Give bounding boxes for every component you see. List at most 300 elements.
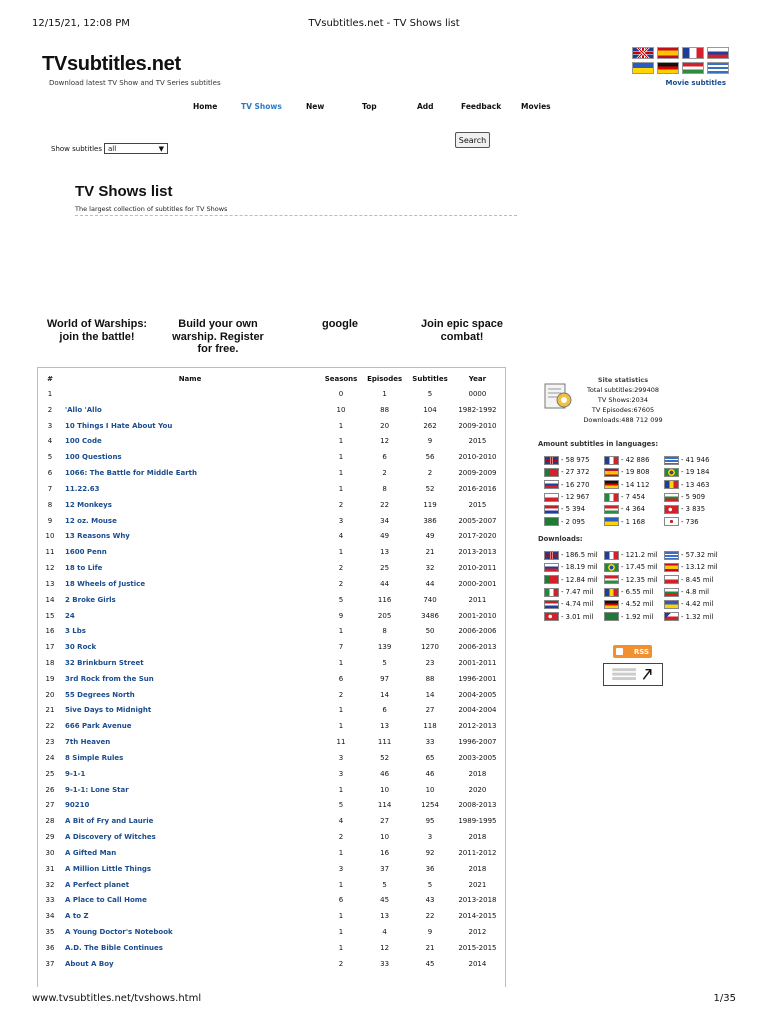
show-name-link[interactable]: A.D. The Bible Continues [65,943,163,952]
row-subtitles: 88 [425,674,435,683]
show-name-link[interactable]: 'Allo 'Allo [65,405,102,414]
row-seasons: 1 [338,627,344,636]
row-episodes: 5 [382,658,387,667]
table-row [40,576,502,592]
nav-movies[interactable]: Movies [521,102,551,111]
col-seasons: Seasons [324,375,358,383]
show-name-link[interactable]: 3 Lbs [65,627,86,636]
es-flag-icon [664,563,679,572]
row-episodes: 12 [380,437,390,446]
download-item[interactable] [604,612,664,621]
show-subtitles-label: Show subtitles [51,144,102,153]
row-seasons: 1 [338,469,344,478]
row-number: 35 [45,928,55,937]
row-subtitles: 2 [427,469,433,478]
row-episodes: 37 [380,864,390,873]
table-row [40,386,502,402]
language-item[interactable] [604,493,664,502]
row-seasons: 1 [338,943,344,952]
row-number: 17 [45,643,55,652]
language-value: - 41 946 [681,456,710,465]
row-number: 25 [45,769,55,778]
row-year: 2020 [468,785,487,794]
row-episodes: 114 [377,801,392,810]
language-item[interactable] [544,480,604,489]
share-badge-icon[interactable] [603,663,663,686]
row-subtitles: 43 [425,896,435,905]
de-flag-icon [604,600,619,609]
language-value: - 13 463 [681,480,710,489]
download-row [544,561,724,573]
row-year: 2018 [468,769,487,778]
download-item[interactable] [604,551,664,560]
br-flag-icon [604,563,619,572]
fr-flag-icon [604,456,619,465]
download-value: - 57.32 mil [681,551,718,560]
row-number: 10 [45,532,55,541]
show-name-link[interactable]: 32 Brinkburn Street [65,658,144,667]
row-number: 13 [45,579,55,588]
language-value: - 1 168 [621,517,646,526]
show-name-link[interactable]: 55 Degrees North [65,690,135,699]
download-item[interactable] [544,563,604,572]
language-value: - 5 394 [561,505,586,514]
row-year: 2010-2010 [458,453,497,462]
row-seasons: 1 [338,437,344,446]
row-seasons: 1 [338,928,344,937]
show-name-link[interactable]: About A Boy [65,959,114,968]
table-row [40,623,502,639]
table-row [40,893,502,909]
nav-top[interactable]: Top [362,102,377,111]
table-row [40,671,502,687]
show-name-link[interactable]: 24 [65,611,75,620]
de-flag-icon[interactable] [657,62,679,74]
row-year: 2021 [468,880,487,889]
row-year: 1982-1992 [458,405,497,414]
download-item[interactable] [544,588,604,597]
show-name-link[interactable]: 30 Rock [65,643,97,652]
language-item[interactable] [664,468,724,477]
ad-space-combat[interactable]: Join epic space combat! [421,318,503,343]
ro-flag-icon [604,588,619,597]
pl-flag-icon [544,493,559,502]
language-value: - 4 364 [621,505,646,514]
tr-flag-icon [544,612,559,621]
row-episodes: 27 [380,817,390,826]
row-year: 2000-2001 [458,579,497,588]
row-episodes: 205 [377,611,392,620]
ad-build-warship[interactable]: Build your own warship. Register for free. [172,318,264,356]
site-statistics [578,375,668,425]
table-row [40,639,502,655]
nav-new[interactable]: New [306,102,325,111]
row-year: 2012 [468,928,487,937]
kr-flag-icon [664,517,679,526]
download-value: - 4.8 mil [681,588,709,597]
row-seasons: 5 [338,595,344,604]
site-tagline: Download latest TV Show and TV Series subtitles [49,79,221,87]
row-episodes: 44 [380,579,390,588]
row-number: 34 [45,912,55,921]
hu-flag-icon [604,505,619,514]
row-episodes: 49 [380,532,390,541]
show-name-link[interactable]: A Discovery of Witches [65,833,156,842]
download-row [544,610,724,622]
row-number: 33 [45,896,55,905]
table-row [40,956,502,972]
it-flag-icon [604,493,619,502]
show-name-link[interactable]: 5ive Days to Midnight [65,706,152,715]
row-seasons: 11 [336,738,346,747]
page-subtitle: The largest collection of subtitles for TV Shows [75,205,228,213]
table-row [40,418,502,434]
download-item[interactable] [604,575,664,584]
show-name-link[interactable]: 2 Broke Girls [65,595,116,604]
sa-flag-icon [544,517,559,526]
download-item[interactable] [544,600,604,609]
download-item[interactable] [544,612,604,621]
show-name-link[interactable]: 8 Simple Rules [65,753,124,762]
de-flag-icon [604,480,619,489]
row-number: 21 [45,706,55,715]
nav-tv-shows[interactable]: TV Shows [241,102,282,111]
show-name-link[interactable]: 9-1-1 [65,769,86,778]
download-row [544,598,724,610]
row-episodes: 5 [382,880,387,889]
row-year: 2011 [468,595,487,604]
row-subtitles: 5 [427,389,433,398]
row-number: 22 [45,722,55,731]
ru-flag-icon [544,480,559,489]
row-episodes: 139 [377,643,392,652]
language-row [544,515,724,527]
row-subtitles: 23 [425,658,435,667]
row-seasons: 5 [338,801,344,810]
language-item[interactable] [604,480,664,489]
language-item[interactable] [664,493,724,502]
gr-flag-icon [664,551,679,560]
col-year: Year [468,375,487,383]
row-seasons: 3 [338,516,344,525]
es-flag-icon[interactable] [657,47,679,59]
row-number: 29 [45,833,55,842]
bg-flag-icon [664,588,679,597]
rss-button[interactable] [613,645,652,658]
row-subtitles: 10 [425,785,435,794]
download-item[interactable] [664,612,724,621]
row-seasons: 9 [338,611,344,620]
row-episodes: 116 [377,595,392,604]
row-subtitles: 44 [425,579,435,588]
row-number: 11 [45,548,55,557]
language-item[interactable] [604,456,664,465]
print-date: 12/15/21, 12:08 PM [32,18,130,29]
table-row [40,687,502,703]
ru-flag-icon [544,563,559,572]
language-item[interactable] [544,456,604,465]
br-flag-icon [664,468,679,477]
show-name-link[interactable]: 7th Heaven [65,738,111,747]
row-number: 3 [47,421,53,430]
row-seasons: 3 [338,769,344,778]
row-subtitles: 95 [425,817,435,826]
download-value: - 4.42 mil [681,600,714,609]
row-number: 8 [47,500,53,509]
row-episodes: 13 [380,912,390,921]
download-item[interactable] [544,551,604,560]
show-name-link[interactable]: A Million Little Things [65,864,152,873]
table-row [40,560,502,576]
row-year: 2001-2010 [458,611,497,620]
download-item[interactable] [604,600,664,609]
download-item[interactable] [604,563,664,572]
row-seasons: 3 [338,753,344,762]
row-subtitles: 5 [427,880,433,889]
download-value: - 12.84 mil [561,575,598,584]
show-name-link[interactable]: A Gifted Man [65,848,117,857]
sa-flag-icon [604,612,619,621]
row-number: 26 [45,785,55,794]
search-button[interactable]: Search [455,132,490,148]
row-year: 2018 [468,833,487,842]
col-subtitles: Subtitles [412,375,448,383]
download-item[interactable] [544,575,604,584]
row-number: 27 [45,801,55,810]
language-select[interactable] [104,143,168,154]
show-name-link[interactable]: 666 Park Avenue [65,722,132,731]
table-row [40,703,502,719]
show-name-link[interactable]: A Place to Call Home [65,896,147,905]
row-year: 2005-2007 [458,516,497,525]
row-episodes: 1 [382,389,387,398]
hu-flag-icon[interactable] [682,62,704,74]
language-value: - 16 270 [561,480,590,489]
row-year: 2010-2011 [458,564,497,573]
it-flag-icon [544,588,559,597]
row-episodes: 45 [380,896,390,905]
table-row [40,798,502,814]
ru-flag-icon[interactable] [707,47,729,59]
table-row [40,940,502,956]
pt-flag-icon [544,575,559,584]
pt-flag-icon [544,468,559,477]
chevron-down-icon: ▼ [158,144,164,153]
row-year: 2009-2010 [458,421,497,430]
language-item[interactable] [544,493,604,502]
table-row [40,718,502,734]
gr-flag-icon[interactable] [707,62,729,74]
row-subtitles: 3486 [421,611,439,620]
language-item[interactable] [544,517,604,526]
language-item[interactable] [604,505,664,514]
nav-home[interactable]: Home [193,102,218,111]
row-subtitles: 92 [425,848,435,857]
download-value: - 1.32 mil [681,612,714,621]
row-subtitles: 3 [427,833,433,842]
language-value: - 27 372 [561,468,590,477]
row-year: 2003-2005 [458,753,497,762]
row-episodes: 16 [380,848,390,857]
language-value: - 19 808 [621,468,650,477]
show-name-link[interactable]: 10 Things I Hate About You [65,421,173,430]
show-name-link[interactable]: A Young Doctor's Notebook [65,928,173,937]
table-row [40,402,502,418]
show-name-link[interactable]: 18 to Life [65,564,103,573]
row-subtitles: 104 [423,405,437,414]
table-row [40,528,502,544]
nav-add[interactable]: Add [417,102,434,111]
table-row [40,861,502,877]
language-item[interactable] [604,517,664,526]
row-number: 6 [47,469,53,478]
row-seasons: 4 [338,817,344,826]
download-item[interactable] [664,600,724,609]
site-logo[interactable]: TVsubtitles.net [42,53,181,75]
row-year: 2004-2004 [458,706,497,715]
row-subtitles: 262 [423,421,437,430]
ua-flag-icon [664,600,679,609]
uk-flag-icon[interactable] [632,47,654,59]
table-header-row [40,372,502,386]
row-subtitles: 21 [425,943,435,952]
table-row [40,845,502,861]
show-name-link[interactable]: 3rd Rock from the Sun [65,674,154,683]
col-name: Name [178,375,202,383]
table-row [40,734,502,750]
download-item[interactable] [664,551,724,560]
row-episodes: 6 [382,706,387,715]
row-seasons: 1 [338,548,344,557]
row-year: 2001-2011 [458,658,497,667]
row-year: 1996-2007 [458,738,497,747]
row-number: 37 [45,959,55,968]
row-seasons: 1 [338,848,344,857]
row-subtitles: 118 [423,722,437,731]
download-value: - 186.5 mil [561,551,598,560]
row-episodes: 97 [380,674,390,683]
row-episodes: 34 [380,516,390,525]
movie-subtitles-link[interactable]: Movie subtitles [665,79,726,87]
show-name-link[interactable]: 100 Questions [65,453,122,462]
show-name-link[interactable] [60,386,320,402]
row-number: 2 [47,405,53,414]
ad-google[interactable]: google [321,318,359,330]
row-subtitles: 740 [423,595,437,604]
download-item[interactable] [664,563,724,572]
language-flags [632,47,730,77]
row-seasons: 1 [338,785,344,794]
table-row [40,544,502,560]
row-subtitles: 1270 [421,643,439,652]
row-year: 1989-1995 [458,817,497,826]
row-subtitles: 14 [425,690,435,699]
row-episodes: 13 [380,548,390,557]
show-name-link[interactable]: A Perfect planet [65,880,130,889]
uk-flag-icon [544,456,559,465]
statistics-title: Site statistics [597,376,649,384]
download-item[interactable] [664,575,724,584]
print-header [32,18,736,32]
row-year: 2013-2018 [458,896,497,905]
ua-flag-icon [604,517,619,526]
language-value: - 14 112 [621,480,650,489]
show-name-link[interactable]: 18 Wheels of Justice [65,579,146,588]
language-item[interactable] [664,480,724,489]
row-year: 2009-2009 [458,469,497,478]
fr-flag-icon[interactable] [682,47,704,59]
show-name-link[interactable]: A Bit of Fry and Laurie [65,817,154,826]
col-episodes: Episodes [367,375,403,383]
language-item[interactable] [544,505,604,514]
show-name-link[interactable]: 12 Monkeys [65,500,112,509]
statistics-icon [542,380,574,412]
row-year: 2014-2015 [458,912,497,921]
language-item[interactable] [604,468,664,477]
row-number: 18 [45,658,55,667]
table-row [40,433,502,449]
show-name-link[interactable]: 11.22.63 [65,484,100,493]
show-name-link[interactable]: 1066: The Battle for Middle Earth [65,469,197,478]
cz-flag-icon [664,612,679,621]
row-subtitles: 119 [423,500,437,509]
ad-world-of-warships[interactable]: World of Warships: join the battle! [46,318,148,343]
language-item[interactable] [664,517,724,526]
language-value: - 5 909 [681,493,706,502]
nav-feedback[interactable]: Feedback [461,102,502,111]
download-item[interactable] [604,588,664,597]
table-row [40,655,502,671]
language-item[interactable] [664,456,724,465]
language-item[interactable] [664,505,724,514]
row-year: 2006-2013 [458,643,497,652]
row-seasons: 1 [338,706,344,715]
show-name-link[interactable]: 90210 [65,801,90,810]
download-item[interactable] [664,588,724,597]
language-row [544,479,724,491]
row-subtitles: 52 [425,484,435,493]
show-name-link[interactable]: 13 Reasons Why [65,532,130,541]
row-subtitles: 9 [427,437,433,446]
row-year: 2015 [468,500,487,509]
row-year: 2008-2013 [458,801,497,810]
row-year: 2013-2013 [458,548,497,557]
ua-flag-icon[interactable] [632,62,654,74]
show-name-link[interactable]: 12 oz. Mouse [65,516,117,525]
row-seasons: 6 [338,674,344,683]
row-year: 2017-2020 [458,532,497,541]
language-item[interactable] [544,468,604,477]
row-subtitles: 50 [425,627,435,636]
show-name-link[interactable]: A to Z [65,912,89,921]
row-seasons: 2 [338,579,344,588]
language-value: - 3 835 [681,505,706,514]
ro-flag-icon [664,480,679,489]
row-subtitles: 56 [425,453,435,462]
show-name-link[interactable]: 9-1-1: Lone Star [65,785,129,794]
row-number: 15 [45,611,55,620]
show-name-link[interactable]: 1600 Penn [65,548,107,557]
row-year: 2006-2006 [458,627,497,636]
rss-icon [616,648,623,655]
language-value: - 19 184 [681,468,710,477]
show-name-link[interactable]: 100 Code [65,437,102,446]
row-subtitles: 27 [425,706,435,715]
download-value: - 4.74 mil [561,600,594,609]
row-seasons: 1 [338,722,344,731]
fr-flag-icon [604,551,619,560]
row-episodes: 10 [380,833,390,842]
